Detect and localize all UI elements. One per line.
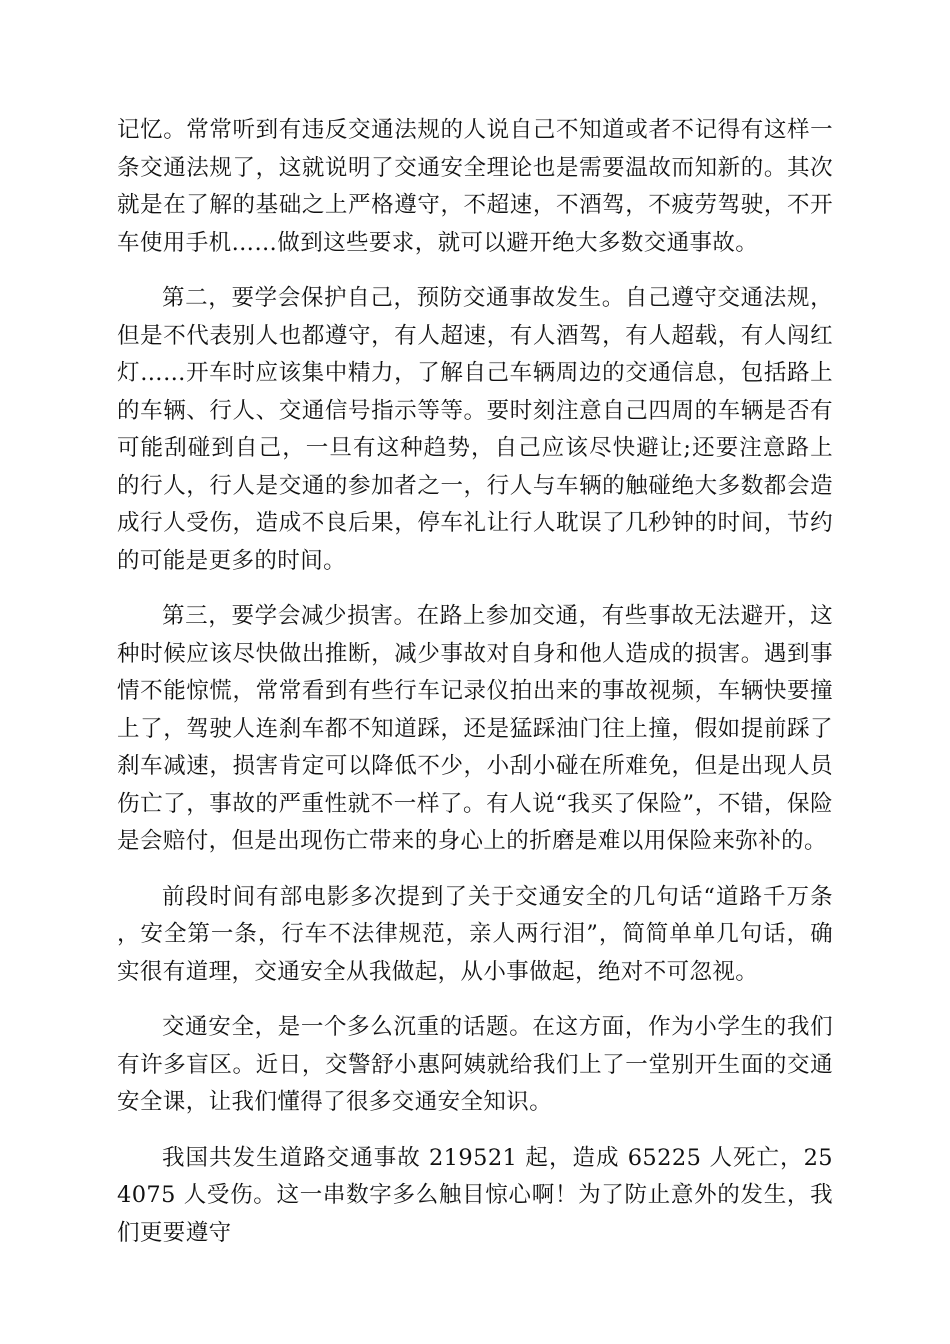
paragraph-continuation: 记忆。常常听到有违反交通法规的人说自己不知道或者不记得有这样一条交通法规了，这就说明了交通安全理论也是需要温故而知新的。其次就是在了解的基础之上严格遵守，不超速，不酒驾，不疲劳驾驶，不开车使用手机……做到这些要求，就可以避开绝大多数交通事故。 [117, 117, 833, 256]
paragraph-accident-statistics: 我国共发生道路交通事故 219521 起，造成 65225 人死亡，254075 人受伤。这一串数字多么触目惊心啊！为了防止意外的发生，我们更要遵守 [117, 1144, 833, 1246]
document-body [117, 112, 833, 1270]
paragraph-protect-yourself: 第二，要学会保护自己，预防交通事故发生。自己遵守交通法规，但是不代表别人也都遵守，有人超速，有人酒驾，有人超载，有人闯红灯……开车时应该集中精力，了解自己车辆周边的交通信息，包括路上的车辆、行人、交通信号指示等等。要时刻注意自己四周的车辆是否有可能刮碰到自己，一旦有这种趋势，自己应该尽快避让;还要注意路上的行人，行人是交通的参加者之一，行人与车辆的触碰绝大多数都会造成行人受伤，造成不良后果，停车礼让行人耽误了几秒钟的时间，节约的可能是更多的时间。 [117, 285, 833, 574]
paragraph-reduce-damage: 第三，要学会减少损害。在路上参加交通，有些事故无法避开，这种时候应该尽快做出推断，减少事故对自身和他人造成的损害。遇到事情不能惊慌，常常看到有些行车记录仪拍出来的事故视频，车辆快要撞上了，驾驶人连刹车都不知道踩，还是猛踩油门往上撞，假如提前踩了刹车减速，损害肯定可以降低不少，小刮小碰在所难免，但是出现人员伤亡了，事故的严重性就不一样了。有人说“我买了保险”，不错，保险是会赔付，但是出现伤亡带来的身心上的折磨是难以用保险来弥补的。 [117, 603, 833, 854]
paragraph-traffic-safety-class: 交通安全，是一个多么沉重的话题。在这方面，作为小学生的我们有许多盲区。近日，交警舒小惠阿姨就给我们上了一堂别开生面的交通安全课，让我们懂得了很多交通安全知识。 [117, 1014, 833, 1115]
paragraph-movie-quote: 前段时间有部电影多次提到了关于交通安全的几句话“道路千万条，安全第一条，行车不法律规范，亲人两行泪”，简简单单几句话，确实很有道理，交通安全从我做起，从小事做起，绝对不可忽视。 [117, 883, 833, 985]
